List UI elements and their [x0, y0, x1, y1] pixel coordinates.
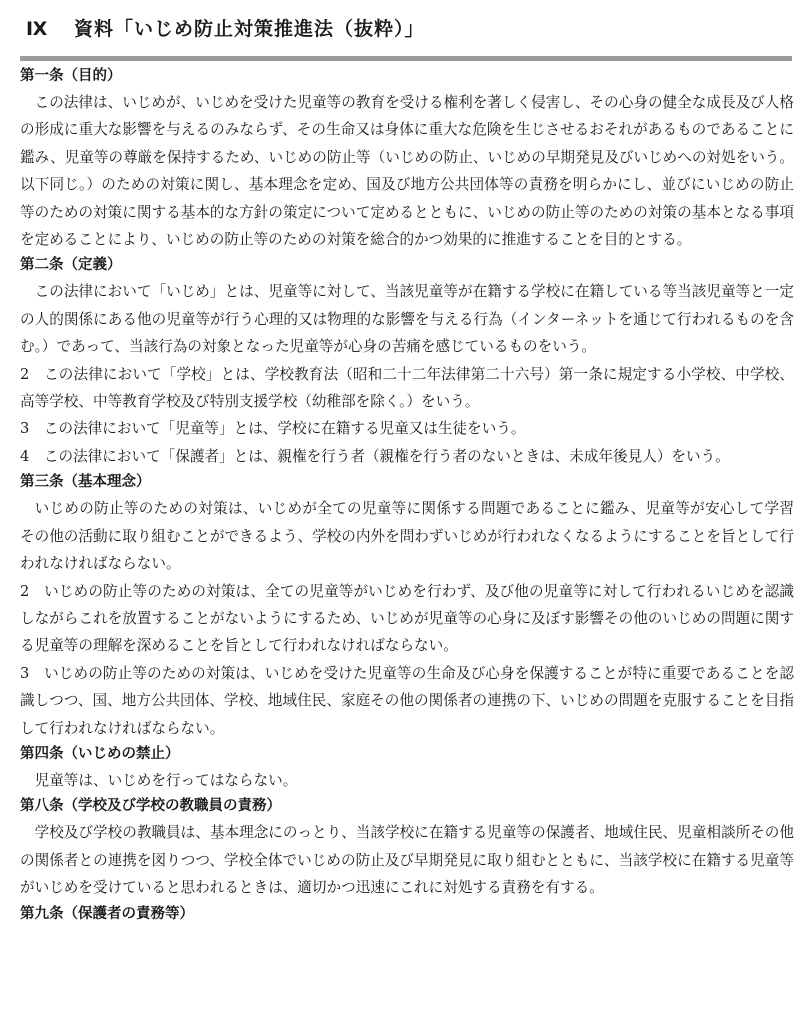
article-2 — [20, 253, 794, 470]
article-1 — [20, 64, 794, 253]
article-8 — [20, 794, 794, 901]
article-paragraph: 4 この法律において「保護者」とは、親権を行う者（親権を行う者のないときは、未成年後見人）をいう。 — [20, 447, 730, 465]
document-title — [26, 14, 425, 41]
article-paragraph: 3 いじめの防止等のための対策は、いじめを受けた児童等の生命及び心身を保護することが特に重要であることを認識しつつ、国、地方公共団体、学校、地域住民、家庭その他の関係者の連携の下、いじめの問題を克服することを目指して行われなければならない。 — [20, 664, 794, 737]
article-3 — [20, 470, 794, 742]
article-paragraph: 3 この法律において「児童等」とは、学校に在籍する児童又は生徒をいう。 — [20, 420, 526, 438]
article-paragraph: 児童等は、いじめを行ってはならない。 — [34, 771, 298, 789]
article-heading: 第二条（定義） — [20, 257, 122, 274]
title-underline — [20, 56, 792, 61]
article-heading: 第三条（基本理念） — [20, 474, 151, 491]
article-heading: 第八条（学校及び学校の教職員の責務） — [20, 798, 281, 815]
article-paragraph: 2 いじめの防止等のための対策は、全ての児童等がいじめを行わず、及び他の児童等に対して行われるいじめを認識しながらこれを放置することがないようにするため、いじめが児童等の心身に及ぼす影響その他のいじめの問題に関する児童等の理解を深めることを旨として行われなければならない。 — [20, 582, 794, 655]
article-heading: 第四条（いじめの禁止） — [20, 745, 180, 762]
article-4 — [20, 742, 794, 794]
article-paragraph: いじめの防止等のための対策は、いじめが全ての児童等に関係する問題であることに鑑み、児童等が安心して学習その他の活動に取り組むことができるよう、学校の内外を問わずいじめが行われなくなるようにすることを旨として行われなければならない。 — [20, 500, 794, 573]
article-heading: 第九条（保護者の責務等） — [20, 905, 194, 922]
article-paragraph: この法律において「いじめ」とは、児童等に対して、当該児童等が在籍する学校に在籍している等当該児童等と一定の人的関係にある他の児童等が行う心理的又は物理的な影響を与える行為（インターネットを通じて行われるものを含む。）であって、当該行為の対象となった児童等が心身の苦痛を感じているものをいう。 — [20, 283, 794, 356]
law-excerpt-body — [20, 64, 794, 927]
article-paragraph: この法律は、いじめが、いじめを受けた児童等の教育を受ける権利を著しく侵害し、その心身の健全な成長及び人格の形成に重大な影響を与えるのみならず、その生命又は身体に重大な危険を生じさせるおそれがあるものであることに鑑み、児童等の尊厳を保持するため、いじめの防止等（いじめの防止、いじめの早期発見及びいじめへの対処をいう。以下同じ。）のための対策に関し、基本理念を定め、国及び地方公共団体等の責務を明らかにし、並びにいじめの防止等のための対策に関する基本的な方針の策定について定めるとともに、いじめの防止等のための対策の基本となる事項を定めることにより、いじめの防止等のための対策を総合的かつ効果的に推進することを目的とする。 — [20, 94, 794, 249]
article-heading: 第一条（目的） — [20, 68, 122, 84]
article-9 — [20, 902, 794, 927]
section-title-text: 資料「いじめ防止対策推進法（抜粋）」 — [74, 18, 425, 40]
article-paragraph: 学校及び学校の教職員は、基本理念にのっとり、当該学校に在籍する児童等の保護者、地域住民、児童相談所その他の関係者との連携を図りつつ、学校全体でいじめの防止及び早期発見に取り組むとともに、当該学校に在籍する児童等がいじめを受けていると思われるときは、適切かつ迅速にこれに対処する責務を有する。 — [20, 824, 794, 897]
section-numeral: Ⅸ — [26, 18, 49, 40]
article-paragraph: 2 この法律において「学校」とは、学校教育法（昭和二十二年法律第二十六号）第一条に規定する小学校、中学校、高等学校、中等教育学校及び特別支援学校（幼稚部を除く。）をいう。 — [20, 365, 794, 411]
